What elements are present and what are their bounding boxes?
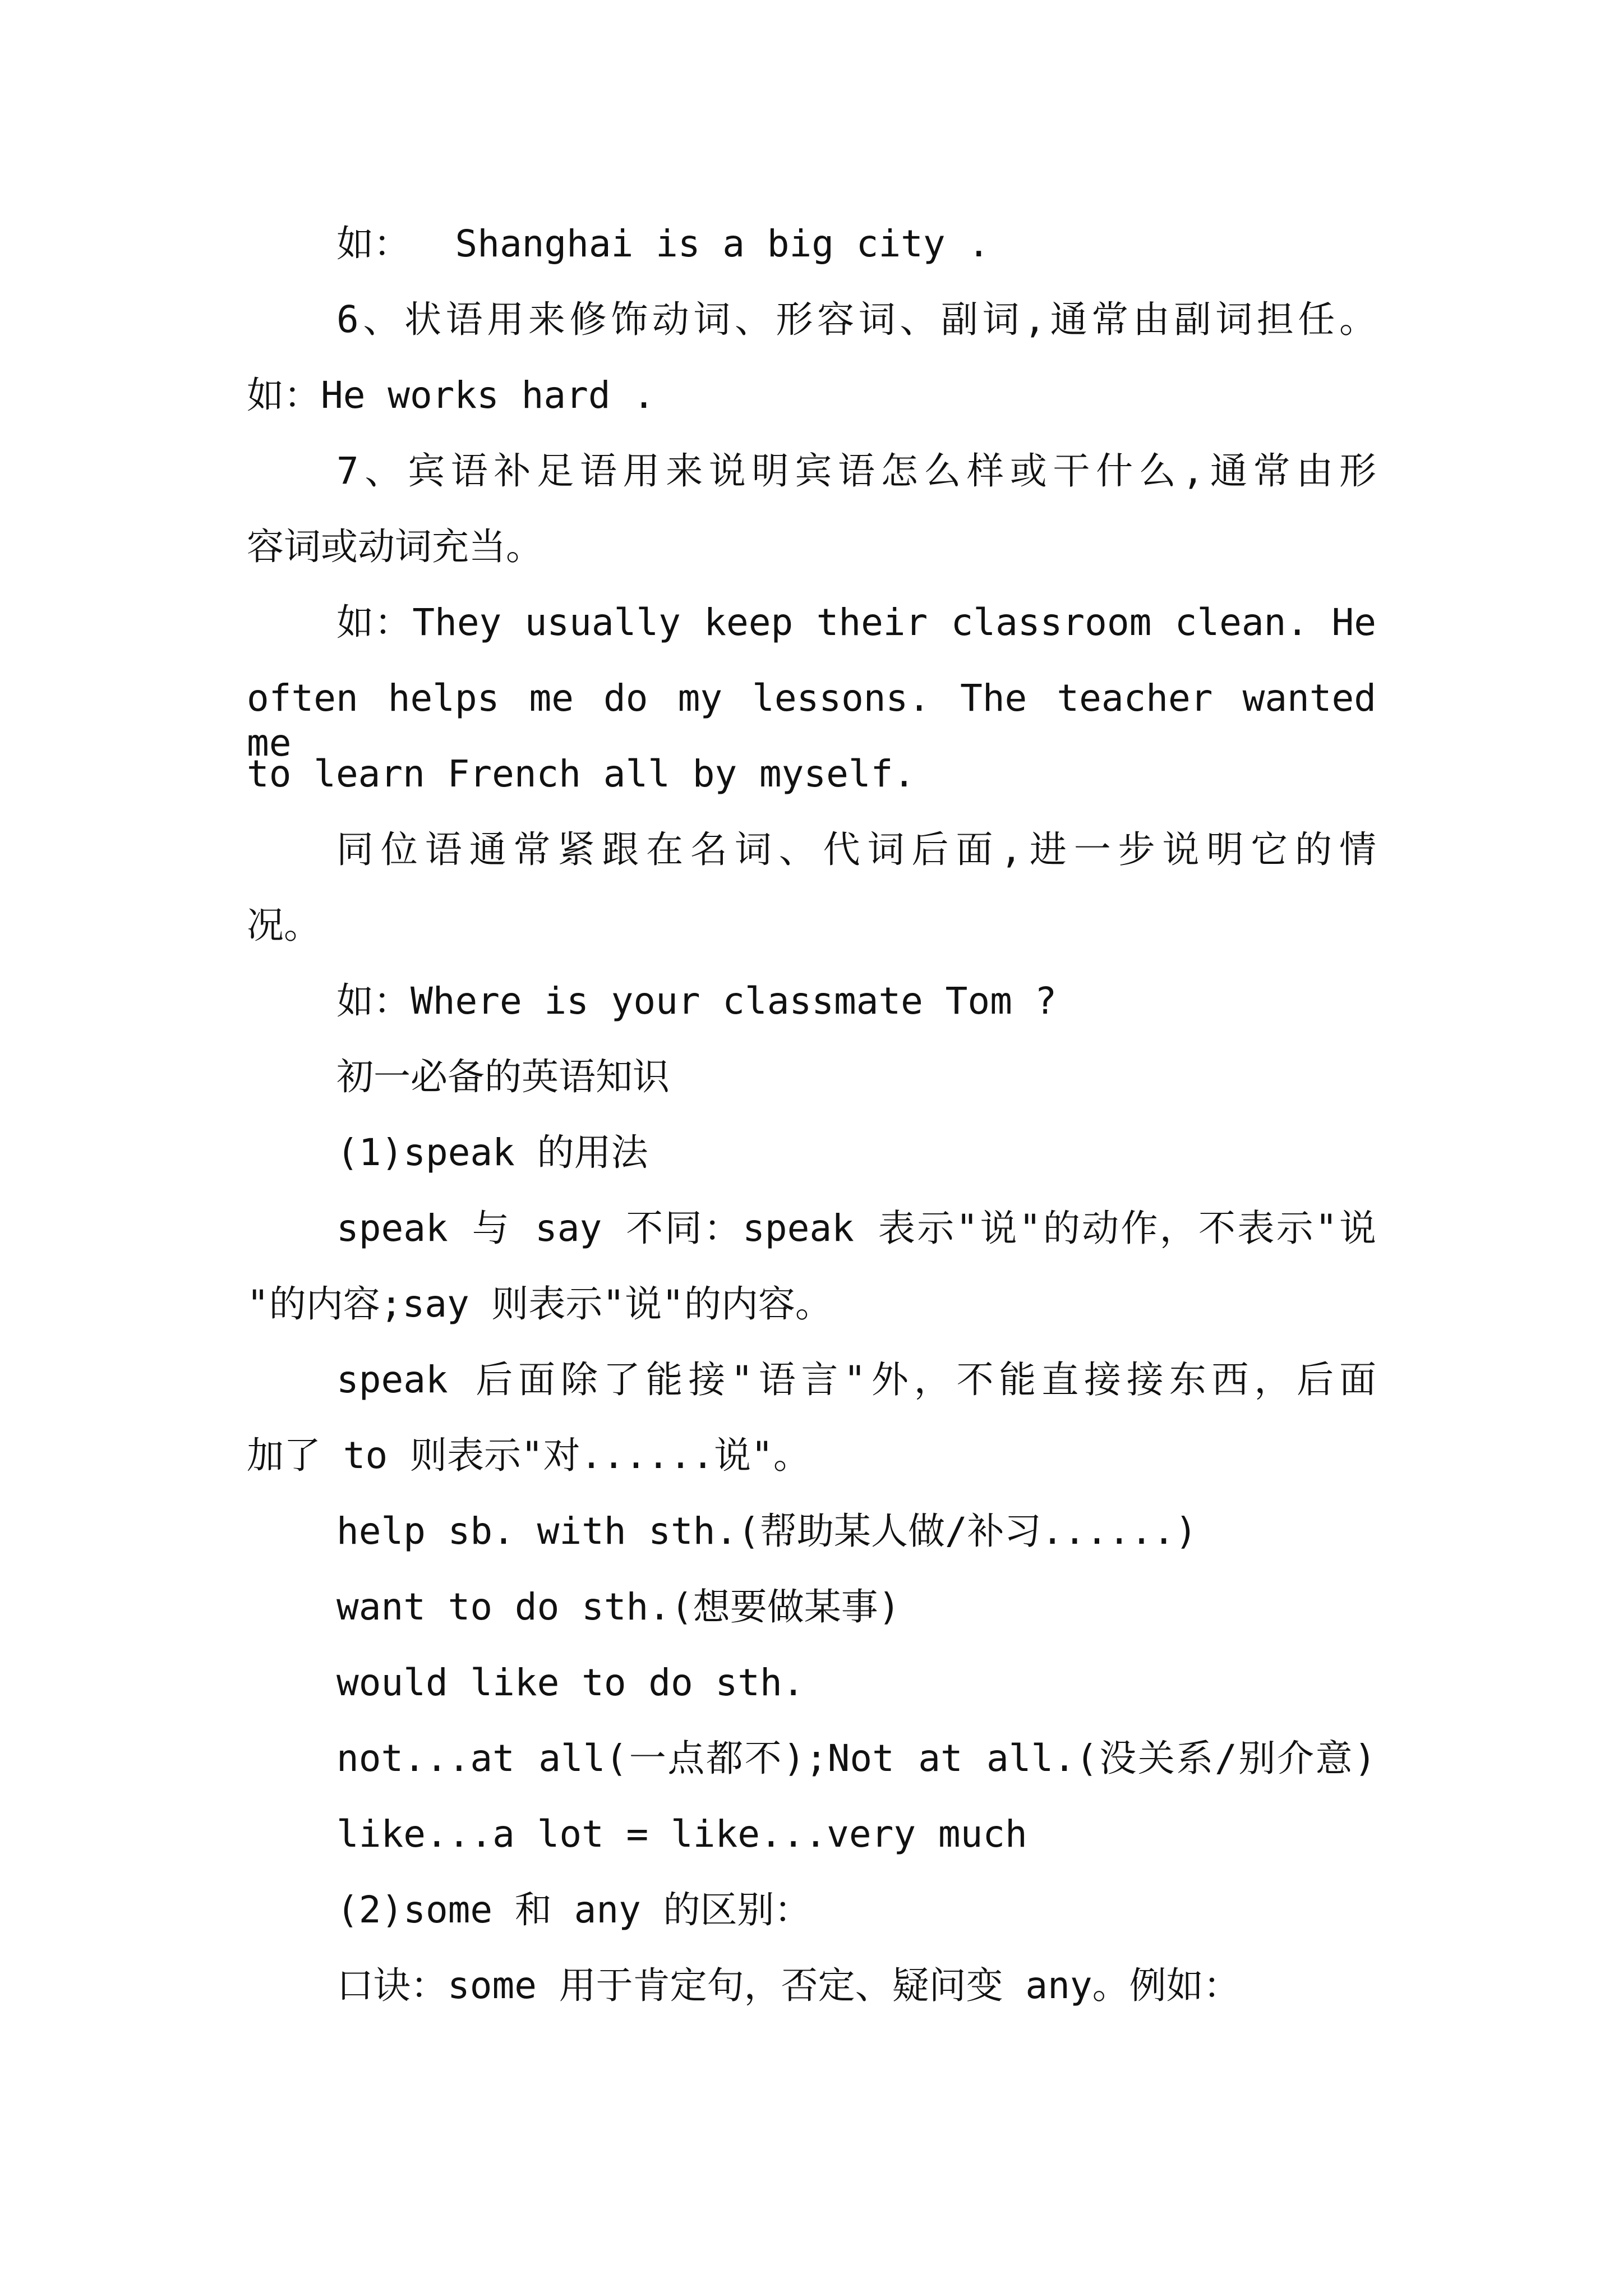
- text-line: often helps me do my lessons. The teacher wanted me: [247, 677, 1376, 765]
- subsection-heading: (1)speak 的用法: [336, 1131, 648, 1174]
- text-line: not...at all(一点都不);Not at all.(没关系/别介意): [336, 1737, 1376, 1780]
- text-line: 如：He works hard .: [247, 374, 656, 417]
- text-line: help sb. with sth.(帮助某人做/补习......): [336, 1510, 1197, 1553]
- text-line: speak 后面除了能接"语言"外，不能直接接东西，后面: [336, 1358, 1376, 1401]
- section-heading: 初一必备的英语知识: [336, 1055, 670, 1098]
- text-line: 如：Where is your classmate Tom ?: [336, 979, 1057, 1023]
- text-line: 如：They usually keep their classroom clean. He: [336, 601, 1376, 644]
- text-line: 如： Shanghai is a big city .: [336, 222, 990, 265]
- text-line: to learn French all by myself.: [247, 752, 916, 795]
- text-line: like...a lot = like...very much: [336, 1812, 1027, 1856]
- text-line: 6、状语用来修饰动词、形容词、副词,通常由副词担任。: [336, 298, 1376, 341]
- text-line: 同位语通常紧跟在名词、代词后面,进一步说明它的情: [336, 828, 1376, 871]
- text-line: 况。: [247, 904, 321, 947]
- text-line: 7、宾语补足语用来说明宾语怎么样或干什么,通常由形: [336, 449, 1376, 493]
- text-line: "的内容;say 则表示"说"的内容。: [247, 1282, 832, 1326]
- subsection-heading: (2)some 和 any 的区别：: [336, 1888, 811, 1931]
- text-line: would like to do sth.: [336, 1661, 805, 1704]
- text-line: 加了 to 则表示"对......说"。: [247, 1434, 810, 1477]
- text-line: 容词或动词充当。: [247, 525, 543, 568]
- text-line: want to do sth.(想要做某事): [336, 1585, 901, 1628]
- text-line: speak 与 say 不同：speak 表示"说"的动作，不表示"说: [336, 1207, 1376, 1250]
- text-line: 口诀：some 用于肯定句，否定、疑问变 any。例如：: [336, 1964, 1241, 2007]
